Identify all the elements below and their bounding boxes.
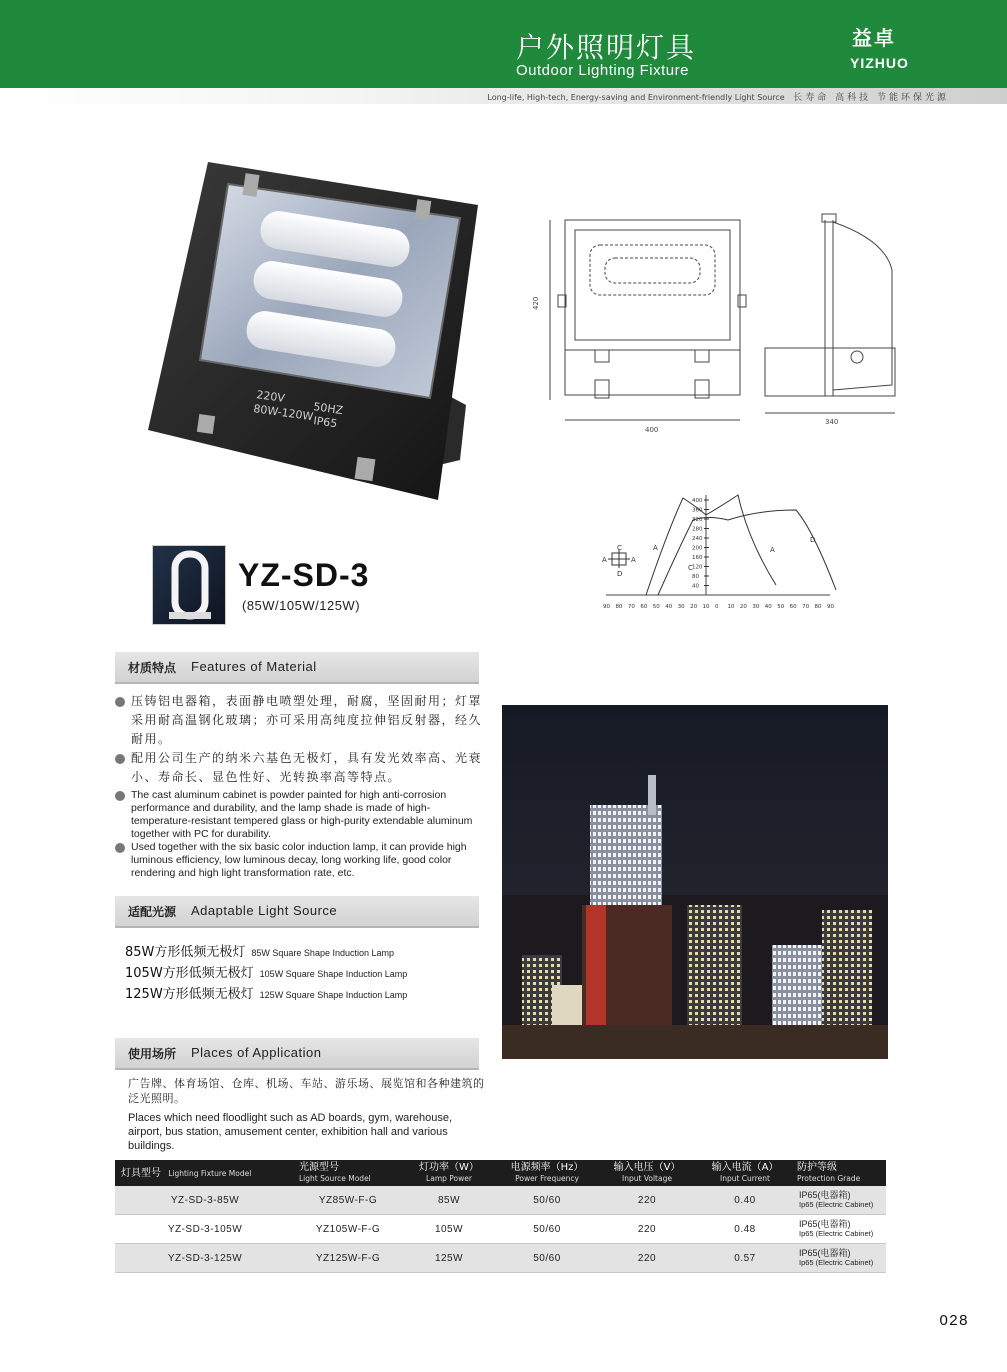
- cell-grade-en: Ip65 (Electric Cabinet): [799, 1229, 874, 1238]
- cell-grade: [793, 1244, 886, 1273]
- icon-label-a-left: A: [602, 556, 607, 564]
- angle-tick-label: 20: [690, 604, 698, 610]
- radial-tick-label: 360: [692, 507, 703, 514]
- dim-depth: 340: [825, 418, 839, 426]
- col-frequency: [497, 1160, 597, 1186]
- spec-table: [115, 1160, 886, 1273]
- col-frequency-cn: 电源频率（Hz）: [510, 1162, 584, 1173]
- light-source-en: 85W Square Shape Induction Lamp: [251, 948, 394, 958]
- col-current-en: Input Current: [720, 1174, 770, 1183]
- angle-tick-label: 90: [603, 604, 610, 610]
- section-light-source-cn: 适配光源: [128, 905, 177, 919]
- section-light-source-en: Adaptable Light Source: [191, 903, 338, 918]
- cell-source: YZ105W-F-G: [295, 1215, 401, 1244]
- angle-tick-label: 60: [789, 604, 797, 610]
- radial-tick-label: 200: [692, 545, 703, 552]
- cell-freq: 50/60: [497, 1244, 597, 1273]
- section-features-cn: 材质特点: [128, 661, 177, 675]
- cell-voltage: 220: [597, 1244, 697, 1273]
- dim-width: 400: [645, 426, 659, 434]
- angle-tick-label: 10: [727, 604, 735, 610]
- col-power-cn: 灯功率（W）: [419, 1162, 479, 1173]
- col-model-cn: 灯具型号: [121, 1167, 161, 1179]
- col-source: [295, 1160, 401, 1186]
- light-source-item: [125, 962, 407, 981]
- curve-label-c: C: [688, 564, 693, 572]
- light-distribution-chart: [598, 490, 838, 615]
- tagline-cn: 长寿命 高科技 节能环保光源: [793, 93, 949, 103]
- cell-voltage: 220: [597, 1186, 697, 1215]
- fixture-label-voltage: 220V: [255, 388, 286, 405]
- angle-tick-label: 70: [627, 604, 635, 610]
- light-source-cn: 105W方形低频无极灯: [125, 966, 254, 981]
- col-frequency-en: Power Frequency: [515, 1174, 579, 1183]
- section-features-en: Features of Material: [191, 659, 317, 674]
- feature-en-1: The cast aluminum cabinet is powder painted for high anti-corrosion performance and durability, and the lamp shade is made of high-temperature-resistant tempered glass or high-purity extendable aluminum together with PC for durability.: [115, 789, 485, 841]
- table-row: [115, 1186, 886, 1215]
- col-power-en: Lamp Power: [426, 1174, 472, 1183]
- angle-tick-label: 80: [814, 604, 822, 610]
- light-source-item: [125, 983, 407, 1002]
- page-title-cn: 户外照明灯具: [516, 31, 697, 64]
- tagline: [487, 90, 949, 103]
- features-en-list: [115, 789, 485, 880]
- curve-label-d: D: [810, 536, 816, 544]
- curve-label-a-right: A: [770, 546, 775, 554]
- radial-tick-label: 80: [692, 574, 699, 580]
- section-features: [115, 652, 479, 684]
- angle-tick-label: 40: [665, 604, 673, 610]
- angle-tick-label: 50: [777, 604, 785, 610]
- col-power: [401, 1160, 497, 1186]
- col-current: [697, 1160, 793, 1186]
- fixture-label-rating: IP65: [312, 414, 339, 431]
- col-source-en: Light Source Model: [299, 1174, 371, 1183]
- light-source-en: 105W Square Shape Induction Lamp: [259, 969, 408, 979]
- cell-grade-en: Ip65 (Electric Cabinet): [799, 1258, 874, 1267]
- light-source-item: [125, 941, 394, 960]
- radial-tick-label: 320: [692, 517, 703, 523]
- fixture-label-frequency: 50HZ: [312, 400, 344, 418]
- cell-grade-cn: IP65(电器箱): [799, 1248, 851, 1258]
- cell-grade-cn: IP65(电器箱): [799, 1219, 851, 1229]
- section-application: [115, 1038, 479, 1070]
- application-text-en: Places which need floodlight such as AD boards, gym, warehouse, airport, bus station, amusement center, exhibition hall and various buildings.: [128, 1112, 453, 1152]
- radial-tick-label: 120: [692, 564, 703, 571]
- brand-logo-en: YIZHUO: [850, 55, 909, 71]
- cell-source: YZ85W-F-G: [295, 1186, 401, 1215]
- brand-logo-cn: 益卓: [852, 26, 896, 50]
- icon-label-d: D: [617, 570, 623, 578]
- section-application-cn: 使用场所: [128, 1047, 177, 1061]
- product-wattages: (85W/105W/125W): [242, 598, 361, 613]
- radial-tick-label: 400: [692, 498, 703, 504]
- col-voltage: [597, 1160, 697, 1186]
- angle-tick-label: 60: [640, 604, 648, 610]
- table-row: [115, 1215, 886, 1244]
- icon-label-c: C: [617, 544, 622, 552]
- angle-tick-label: 20: [739, 604, 747, 610]
- angle-tick-label: 10: [702, 604, 710, 610]
- cell-source: YZ125W-F-G: [295, 1244, 401, 1273]
- application-text-cn: 广告牌、体育场馆、仓库、机场、车站、游乐场、展览馆和各种建筑的泛光照明。: [128, 1077, 485, 1105]
- table-header-row: [115, 1160, 886, 1186]
- table-row: [115, 1244, 886, 1273]
- lamp-thumbnail: [152, 545, 226, 625]
- fixture-label-power: 80W-120W: [252, 402, 315, 424]
- cell-grade: [793, 1215, 886, 1244]
- col-voltage-cn: 输入电压（V）: [613, 1162, 681, 1173]
- col-model: [115, 1160, 295, 1186]
- cell-voltage: 220: [597, 1215, 697, 1244]
- feature-cn-2: 配用公司生产的纳米六基色无极灯，具有发光效率高、光衰小、寿命长、显色性好、光转换率高等特点。: [115, 749, 485, 787]
- features-cn-list: [115, 692, 485, 787]
- cell-model: YZ-SD-3-85W: [115, 1186, 295, 1215]
- angle-tick-label: 40: [764, 604, 772, 610]
- cell-freq: 50/60: [497, 1186, 597, 1215]
- icon-label-a-right: A: [631, 556, 636, 564]
- col-grade: [793, 1160, 886, 1186]
- cell-grade-cn: IP65(电器箱): [799, 1190, 851, 1200]
- angle-tick-label: 80: [615, 604, 623, 610]
- col-grade-en: Protection Grade: [797, 1174, 861, 1183]
- cell-freq: 50/60: [497, 1215, 597, 1244]
- cell-model: YZ-SD-3-105W: [115, 1215, 295, 1244]
- cell-grade-en: Ip65 (Electric Cabinet): [799, 1200, 874, 1209]
- col-current-cn: 输入电流（A）: [711, 1162, 779, 1173]
- orientation-icon: [602, 544, 636, 578]
- angle-tick-label: 30: [752, 604, 760, 610]
- light-source-cn: 85W方形低频无极灯: [125, 945, 246, 960]
- floodlight-photo: [148, 160, 478, 500]
- col-grade-cn: 防护等级: [797, 1162, 837, 1173]
- cell-power: 85W: [401, 1186, 497, 1215]
- col-voltage-en: Input Voltage: [622, 1174, 672, 1183]
- cell-power: 105W: [401, 1215, 497, 1244]
- section-application-en: Places of Application: [191, 1045, 322, 1060]
- cell-model: YZ-SD-3-125W: [115, 1244, 295, 1273]
- page-number: 028: [939, 1312, 969, 1329]
- cell-power: 125W: [401, 1244, 497, 1273]
- cell-current: 0.57: [697, 1244, 793, 1273]
- cell-current: 0.40: [697, 1186, 793, 1215]
- section-light-source: [115, 896, 479, 928]
- feature-en-2: Used together with the six basic color induction lamp, it can provide high luminous efficiency, low luminous decay, long working life, good color rendering and high light transformation rate, etc.: [115, 841, 485, 880]
- feature-cn-1: 压铸铝电器箱，表面静电喷塑处理，耐腐，坚固耐用；灯罩采用耐高温钢化玻璃；亦可采用高纯度拉伸铝反射器，经久耐用。: [115, 692, 485, 749]
- cell-grade: [793, 1186, 886, 1215]
- radial-tick-label: 40: [692, 583, 699, 590]
- angle-tick-label: 30: [677, 604, 685, 610]
- radial-tick-label: 280: [692, 526, 703, 533]
- radial-tick-label: 160: [692, 555, 703, 561]
- angle-tick-label: 0: [715, 604, 719, 610]
- tagline-en: Long-life, High-tech, Energy-saving and Environment-friendly Light Source: [487, 93, 785, 102]
- light-source-en: 125W Square Shape Induction Lamp: [259, 990, 408, 1000]
- col-source-cn: 光源型号: [299, 1162, 339, 1173]
- night-city-photo: [502, 705, 888, 1059]
- product-model: YZ-SD-3: [238, 557, 370, 593]
- page-title-en: Outdoor Lighting Fixture: [516, 62, 689, 79]
- radial-tick-label: 240: [692, 536, 703, 542]
- col-model-en: Lighting Fixture Model: [168, 1168, 252, 1178]
- cell-current: 0.48: [697, 1215, 793, 1244]
- angle-tick-label: 90: [827, 604, 834, 610]
- dim-height: 420: [532, 296, 540, 310]
- angle-tick-label: 70: [802, 604, 810, 610]
- curve-label-a-left: A: [653, 544, 658, 552]
- light-source-cn: 125W方形低频无极灯: [125, 987, 254, 1002]
- angle-tick-label: 50: [652, 604, 660, 610]
- dimension-drawing: [530, 210, 910, 440]
